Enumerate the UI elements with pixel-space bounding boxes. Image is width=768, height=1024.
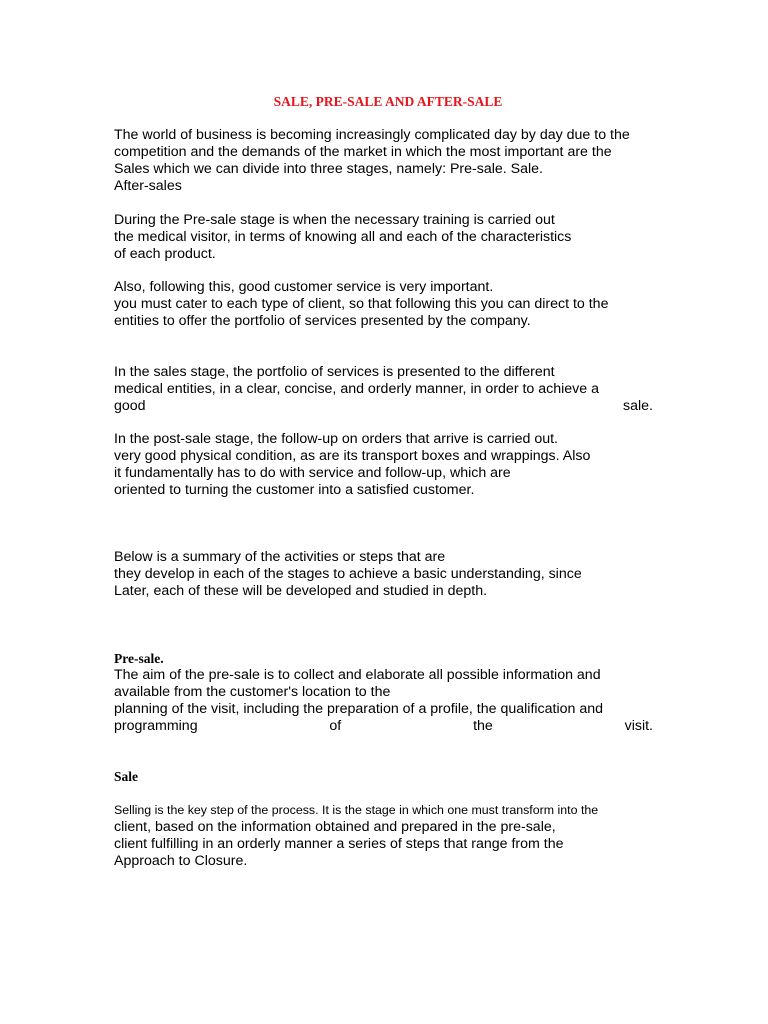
sales-stage-line-3 bbox=[114, 398, 653, 415]
presale-stage-line-1: During the Pre-sale stage is when the necessary training is carried out bbox=[114, 212, 555, 228]
sale-text-line-2: client, based on the information obtained and prepared in the pre-sale, bbox=[114, 819, 556, 835]
postsale-line-4: oriented to turning the customer into a satisfied customer. bbox=[114, 482, 475, 498]
presale-text-line-2: available from the customer's location to the bbox=[114, 684, 391, 700]
summary-line-1: Below is a summary of the activities or steps that are bbox=[114, 549, 446, 565]
postsale-line-1: In the post-sale stage, the follow-up on orders that arrive is carried out. bbox=[114, 431, 558, 447]
service-line-1: Also, following this, good customer service is very important. bbox=[114, 279, 494, 295]
sale-text-line-4: Approach to Closure. bbox=[114, 853, 248, 869]
sales-stage-last-left: good bbox=[114, 398, 146, 414]
presale-text-line-4 bbox=[114, 718, 653, 735]
postsale-line-2: very good physical condition, as are its transport boxes and wrappings. Also bbox=[114, 448, 591, 464]
postsale-line-3: it fundamentally has to do with service and follow-up, which are bbox=[114, 465, 511, 481]
presale-stage-line-3: of each product. bbox=[114, 246, 216, 262]
intro-line-3: Sales which we can divide into three stages, namely: Pre-sale. Sale. bbox=[114, 161, 543, 177]
intro-line-2: competition and the demands of the market in which the most important are the bbox=[114, 144, 612, 160]
sales-stage-last-right: sale. bbox=[623, 398, 653, 414]
intro-line-1: The world of business is becoming increasingly complicated day by day due to the bbox=[114, 127, 630, 143]
sale-heading: Sale bbox=[114, 769, 139, 784]
service-line-3: entities to offer the portfolio of services presented by the company. bbox=[114, 313, 531, 329]
presale-text-line-3: planning of the visit, including the preparation of a profile, the qualification and bbox=[114, 701, 604, 717]
presale-text-line-1: The aim of the pre-sale is to collect and elaborate all possible information and bbox=[114, 667, 601, 683]
intro-line-4: After-sales bbox=[114, 178, 182, 194]
sale-text-line-1: Selling is the key step of the process. It is the stage in which one must transform into the bbox=[114, 803, 599, 817]
document-title: SALE, PRE-SALE AND AFTER-SALE bbox=[273, 94, 503, 109]
service-line-2: you must cater to each type of client, so that following this you can direct to the bbox=[114, 296, 609, 312]
presale-last-word-2: of bbox=[329, 718, 342, 734]
presale-last-word-3: the bbox=[473, 718, 493, 734]
presale-last-word-4: visit. bbox=[624, 718, 653, 734]
summary-line-3: Later, each of these will be developed and studied in depth. bbox=[114, 583, 488, 599]
sale-text-line-3: client fulfilling in an orderly manner a series of steps that range from the bbox=[114, 836, 564, 852]
summary-line-2: they develop in each of the stages to achieve a basic understanding, since bbox=[114, 566, 582, 582]
presale-last-word-1: programming bbox=[114, 718, 198, 734]
sales-stage-line-1: In the sales stage, the portfolio of services is presented to the different bbox=[114, 364, 555, 380]
presale-heading: Pre-sale. bbox=[114, 651, 164, 666]
presale-stage-line-2: the medical visitor, in terms of knowing all and each of the characteristics bbox=[114, 229, 572, 245]
sales-stage-line-2: medical entities, in a clear, concise, and orderly manner, in order to achieve a bbox=[114, 381, 599, 397]
